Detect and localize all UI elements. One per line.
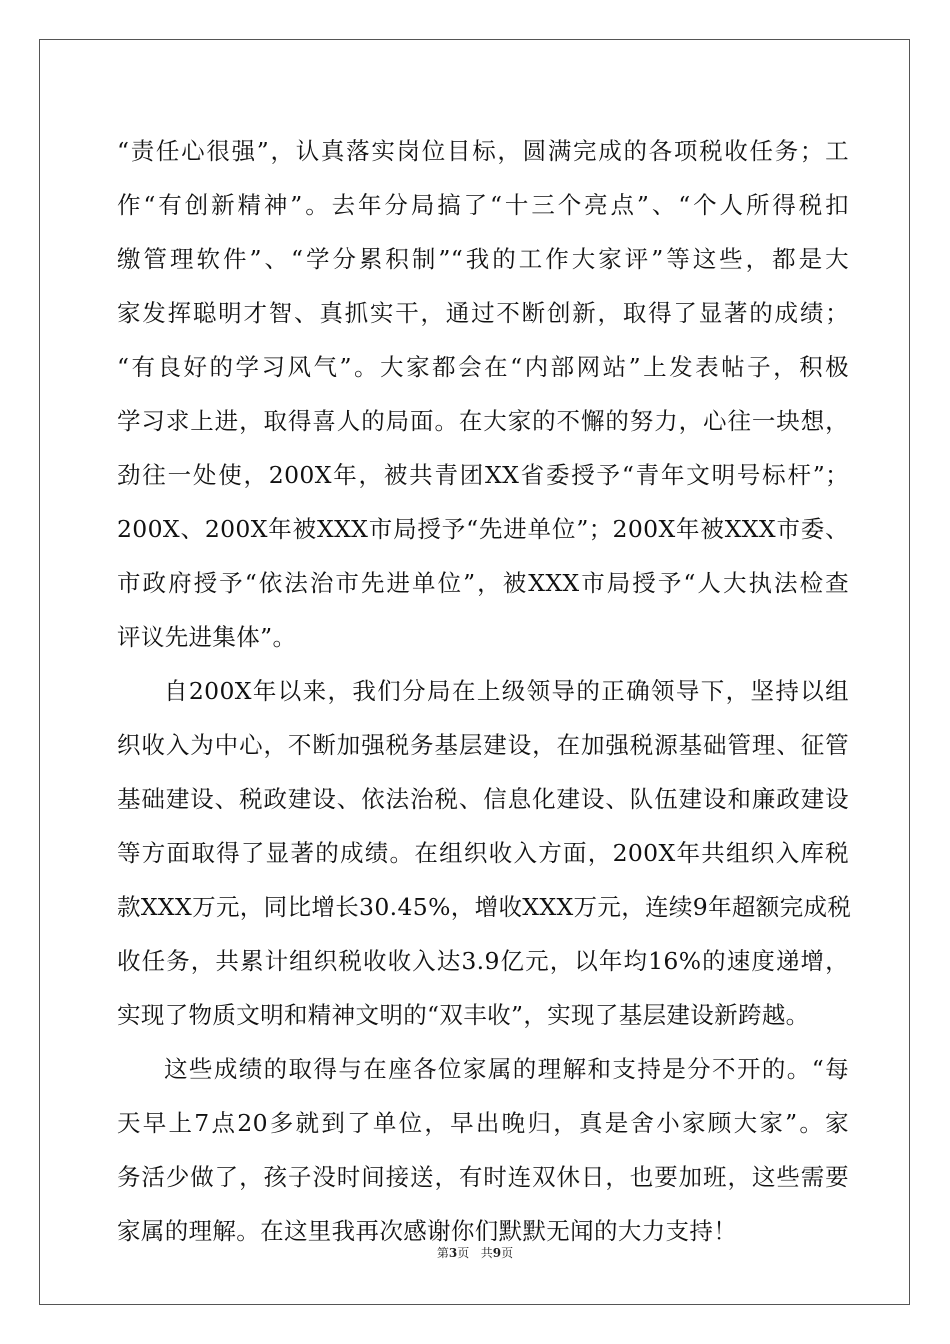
page-word: 页 [457,1246,470,1260]
text-line: 自200X年以来，我们分局在上级领导的正确领导下，坚持以组 [164,677,849,705]
text-line: 学习求上进，取得喜人的局面。在大家的不懈的努力，心往一块想， [117,407,849,435]
text-line: 等方面取得了显著的成绩。在组织收入方面，200X年共组织入库税 [117,839,849,867]
total-suffix: 页 [501,1246,514,1260]
text-line: 织收入为中心，不断加强税务基层建设，在加强税源基础管理、征管 [117,731,849,759]
text-line: 款XXX万元，同比增长30.45%，增收XXX万元，连续9年超额完成税 [117,893,852,921]
text-line: 劲往一处使，200X年，被共青团XX省委授予“青年文明号标杆”； [117,461,849,489]
document-body [117,124,852,1258]
text-line: 200X、200X年被XXX市局授予“先进单位”；200X年被XXX市委、 [117,515,849,543]
text-line: 缴管理软件”、“学分累积制”“我的工作大家评”等这些，都是大 [117,245,849,273]
text-line: 家发挥聪明才智、真抓实干，通过不断创新，取得了显著的成绩； [117,299,849,327]
current-page-number: 3 [448,1246,458,1260]
page-footer [0,1244,950,1261]
text-line: “责任心很强”，认真落实岗位目标，圆满完成的各项税收任务；工 [117,137,849,165]
text-line: 作“有创新精神”。去年分局搞了“十三个亮点”、“个人所得税扣 [117,191,849,219]
paragraph-1 [117,124,849,664]
text-line: 家属的理解。在这里我再次感谢你们默默无闻的大力支持！ [117,1217,738,1245]
text-line: 实现了物质文明和精神文明的“双丰收”，实现了基层建设新跨越。 [117,1001,810,1029]
total-pages-number: 9 [492,1246,502,1260]
text-line: 这些成绩的取得与在座各位家属的理解和支持是分不开的。“每 [164,1055,849,1083]
paragraph-3 [117,1042,849,1258]
text-line: “有良好的学习风气”。大家都会在“内部网站”上发表帖子，积极 [117,353,849,381]
text-line: 市政府授予“依法治市先进单位”，被XXX市局授予“人大执法检查 [117,569,849,597]
text-line: 评议先进集体”。 [117,623,297,651]
total-prefix: 共 [480,1246,493,1260]
text-line: 天早上7点20多就到了单位，早出晚归，真是舍小家顾大家”。家 [117,1109,849,1137]
text-line: 务活少做了，孩子没时间接送，有时连双休日，也要加班，这些需要 [117,1163,849,1191]
paragraph-2 [117,664,852,1042]
page-prefix: 第 [436,1246,449,1260]
text-line: 基础建设、税政建设、依法治税、信息化建设、队伍建设和廉政建设 [117,785,849,813]
text-line: 收任务，共累计组织税收收入达3.9亿元，以年均16%的速度递增， [117,947,849,975]
